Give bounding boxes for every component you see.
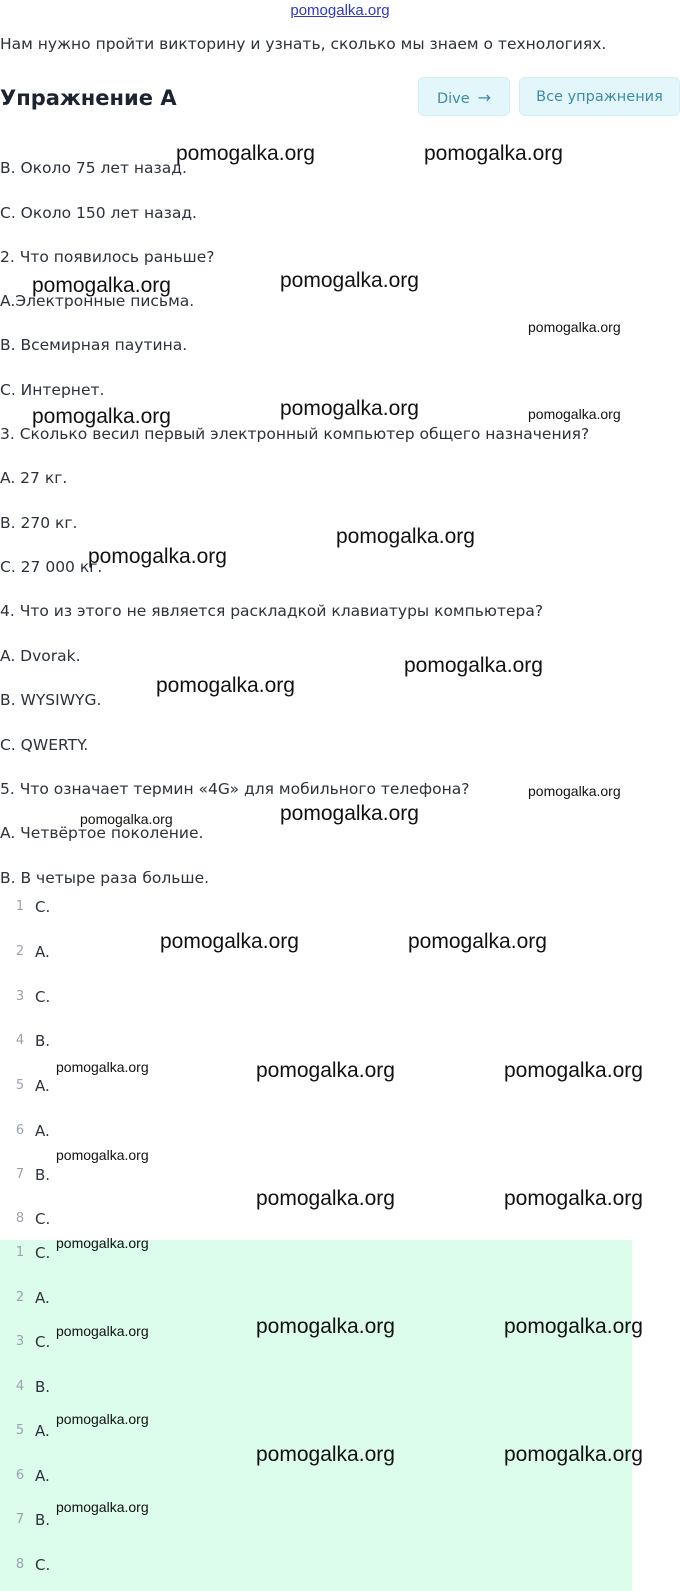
watermark: pomogalka.org bbox=[280, 802, 419, 825]
watermark: pomogalka.org bbox=[528, 406, 621, 422]
watermark: pomogalka.org bbox=[160, 930, 299, 953]
answer-number: 7 bbox=[15, 1167, 25, 1182]
quiz-line: B. Всемирная паутина. bbox=[0, 336, 188, 354]
answer-value: C. bbox=[35, 1244, 51, 1262]
all-exercises-label: Все упражнения bbox=[536, 89, 663, 105]
watermark: pomogalka.org bbox=[176, 142, 315, 165]
watermark: pomogalka.org bbox=[56, 1147, 149, 1163]
watermark: pomogalka.org bbox=[256, 1315, 395, 1338]
quiz-line: 5. Что означает термин «4G» для мобильного телефона? bbox=[0, 780, 470, 798]
answer-number: 2 bbox=[15, 944, 25, 959]
quiz-line: B. В четыре раза больше. bbox=[0, 869, 210, 887]
watermark: pomogalka.org bbox=[528, 783, 621, 799]
watermark: pomogalka.org bbox=[280, 269, 419, 292]
answer-value: A. bbox=[35, 1422, 50, 1440]
watermark: pomogalka.org bbox=[256, 1443, 395, 1466]
answer-number: 2 bbox=[15, 1290, 25, 1305]
intro-text: Нам нужно пройти викторину и узнать, сколько мы знаем о технологиях. bbox=[0, 35, 607, 53]
watermark: pomogalka.org bbox=[56, 1323, 149, 1339]
answer-value: C. bbox=[35, 1556, 51, 1574]
watermark: pomogalka.org bbox=[504, 1443, 643, 1466]
answer-number: 8 bbox=[15, 1211, 25, 1226]
answer-value: A. bbox=[35, 943, 50, 961]
answer-value: C. bbox=[35, 988, 51, 1006]
answer-number: 1 bbox=[15, 1245, 25, 1260]
watermark: pomogalka.org bbox=[88, 545, 227, 568]
watermark: pomogalka.org bbox=[504, 1187, 643, 1210]
answer-value: B. bbox=[35, 1378, 51, 1396]
answer-value: A. bbox=[35, 1467, 50, 1485]
watermark: pomogalka.org bbox=[156, 674, 295, 697]
quiz-line: 3. Сколько весил первый электронный компьютер общего назначения? bbox=[0, 425, 590, 443]
watermark: pomogalka.org bbox=[280, 397, 419, 420]
answer-number: 5 bbox=[15, 1423, 25, 1438]
watermark: pomogalka.org bbox=[32, 405, 171, 428]
watermark: pomogalka.org bbox=[56, 1411, 149, 1427]
quiz-line: 4. Что из этого не является раскладкой клавиатуры компьютера? bbox=[0, 602, 544, 620]
answer-value: C. bbox=[35, 1210, 51, 1228]
quiz-line: B. 270 кг. bbox=[0, 514, 78, 532]
answer-value: A. bbox=[35, 1289, 50, 1307]
watermark: pomogalka.org bbox=[504, 1315, 643, 1338]
dive-button[interactable] bbox=[418, 77, 510, 116]
answer-value: B. bbox=[35, 1511, 51, 1529]
watermark: pomogalka.org bbox=[504, 1059, 643, 1082]
answer-number: 6 bbox=[15, 1468, 25, 1483]
site-link[interactable]: pomogalka.org bbox=[290, 2, 390, 19]
quiz-line: C. 27 000 кг. bbox=[0, 558, 103, 576]
quiz-line: B. Около 75 лет назад. bbox=[0, 159, 187, 177]
arrow-right-icon: → bbox=[477, 88, 492, 107]
watermark: pomogalka.org bbox=[56, 1059, 149, 1075]
answer-number: 4 bbox=[15, 1033, 25, 1048]
watermark: pomogalka.org bbox=[256, 1059, 395, 1082]
answer-value: A. bbox=[35, 1122, 50, 1140]
watermark: pomogalka.org bbox=[56, 1235, 149, 1251]
answer-value: B. bbox=[35, 1166, 51, 1184]
quiz-line: B. WYSIWYG. bbox=[0, 691, 102, 709]
answer-value: C. bbox=[35, 1333, 51, 1351]
quiz-line: A. 27 кг. bbox=[0, 469, 68, 487]
answer-number: 8 bbox=[15, 1557, 25, 1572]
watermark: pomogalka.org bbox=[56, 1499, 149, 1515]
quiz-line: A. Dvorak. bbox=[0, 647, 81, 665]
quiz-line: 2. Что появилось раньше? bbox=[0, 248, 215, 266]
all-exercises-button[interactable] bbox=[519, 77, 680, 116]
watermark: pomogalka.org bbox=[80, 811, 173, 827]
answer-number: 4 bbox=[15, 1379, 25, 1394]
answer-number: 6 bbox=[15, 1123, 25, 1138]
watermark: pomogalka.org bbox=[256, 1187, 395, 1210]
answer-value: B. bbox=[35, 1032, 51, 1050]
quiz-line: C. Интернет. bbox=[0, 381, 105, 399]
watermark: pomogalka.org bbox=[424, 142, 563, 165]
answer-number: 3 bbox=[15, 989, 25, 1004]
watermark: pomogalka.org bbox=[32, 274, 171, 297]
exercise-title: Упражнение А bbox=[0, 86, 177, 110]
watermark: pomogalka.org bbox=[528, 319, 621, 335]
watermark: pomogalka.org bbox=[404, 654, 543, 677]
answer-number: 1 bbox=[15, 899, 25, 914]
watermark: pomogalka.org bbox=[408, 930, 547, 953]
answer-value: A. bbox=[35, 1077, 50, 1095]
quiz-line: A. Четвёртое поколение. bbox=[0, 824, 204, 842]
quiz-line: A.Электронные письма. bbox=[0, 292, 195, 310]
quiz-line: C. QWERTY. bbox=[0, 736, 89, 754]
answer-number: 5 bbox=[15, 1078, 25, 1093]
answer-value: C. bbox=[35, 898, 51, 916]
dive-button-label: Dive bbox=[436, 91, 470, 107]
answer-number: 7 bbox=[15, 1512, 25, 1527]
answer-number: 3 bbox=[15, 1334, 25, 1349]
watermark: pomogalka.org bbox=[336, 525, 475, 548]
quiz-line: C. Около 150 лет назад. bbox=[0, 204, 197, 222]
